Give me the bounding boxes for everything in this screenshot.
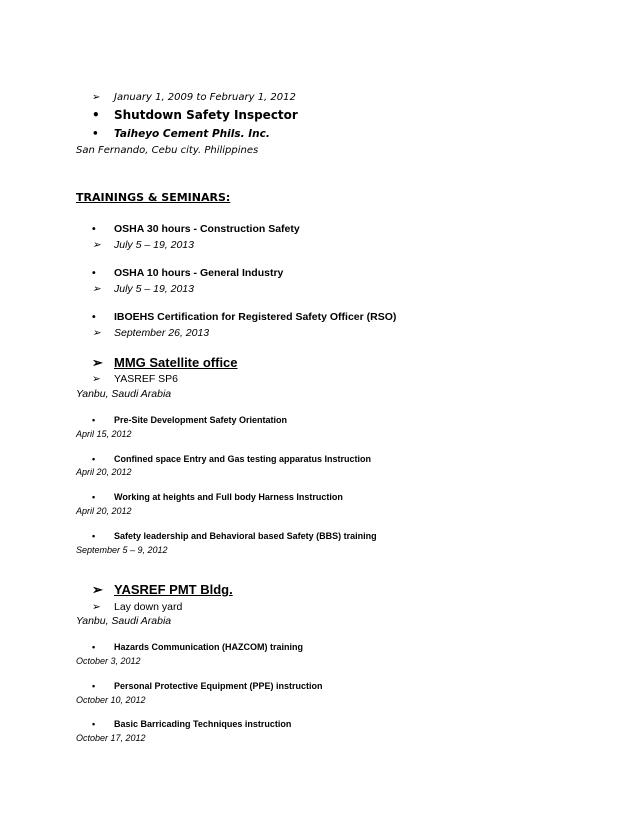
arrow-bullet-icon: ➢	[92, 582, 103, 597]
training-title: • IBOEHS Certification for Registered Safety Officer (RSO)	[92, 311, 397, 323]
bullet-icon: •	[92, 128, 99, 140]
company-name: • Taiheyo Cement Phils. Inc.	[92, 128, 270, 140]
arrow-bullet-icon: ➢	[92, 373, 101, 385]
arrow-bullet-icon: ➢	[92, 92, 101, 103]
bullet-icon: •	[92, 415, 96, 425]
training-date: ➢ July 5 – 19, 2013	[92, 283, 194, 295]
arrow-bullet-icon: ➢	[92, 601, 101, 613]
arrow-bullet-icon: ➢	[92, 239, 101, 251]
training-date: ➢ July 5 – 19, 2013	[92, 239, 194, 251]
arrow-bullet-icon: ➢	[92, 327, 101, 339]
pmt-item-date: October 3, 2012	[76, 656, 141, 666]
bullet-icon: •	[92, 681, 96, 691]
arrow-bullet-icon: ➢	[92, 283, 101, 295]
pmt-item-title: • Personal Protective Equipment (PPE) instruction	[92, 681, 323, 691]
training-title: • OSHA 10 hours - General Industry	[92, 267, 284, 279]
mmg-item-date: April 20, 2012	[76, 467, 132, 477]
mmg-item-title: • Safety leadership and Behavioral based Safety (BBS) training	[92, 531, 377, 541]
bullet-icon: •	[92, 642, 96, 652]
mmg-item-date: April 20, 2012	[76, 506, 132, 516]
pmt-sub: ➢ Lay down yard	[92, 601, 183, 613]
pmt-heading: ➢ YASREF PMT Bldg.	[92, 582, 233, 597]
bullet-icon: •	[92, 311, 96, 323]
mmg-item-title: • Working at heights and Full body Harness Instruction	[92, 492, 343, 502]
bullet-icon: •	[92, 454, 96, 464]
training-title: • OSHA 30 hours - Construction Safety	[92, 223, 300, 235]
pmt-item-title: • Hazards Communication (HAZCOM) training	[92, 642, 304, 652]
employment-dates: ➢ January 1, 2009 to February 1, 2012	[92, 92, 296, 103]
mmg-heading: ➢ MMG Satellite office	[92, 355, 238, 370]
bullet-icon: •	[92, 108, 100, 122]
mmg-location: Yanbu, Saudi Arabia	[76, 388, 172, 400]
arrow-bullet-icon: ➢	[92, 355, 103, 370]
bullet-icon: •	[92, 492, 96, 502]
bullet-icon: •	[92, 719, 96, 729]
pmt-location: Yanbu, Saudi Arabia	[76, 615, 172, 627]
mmg-item-title: • Confined space Entry and Gas testing apparatus Instruction	[92, 454, 372, 464]
mmg-item-date: April 15, 2012	[76, 429, 132, 439]
mmg-item-title: • Pre-Site Development Safety Orientation	[92, 415, 288, 425]
bullet-icon: •	[92, 267, 96, 279]
pmt-item-date: October 17, 2012	[76, 733, 146, 743]
pmt-item-date: October 10, 2012	[76, 695, 146, 705]
mmg-item-date: September 5 – 9, 2012	[76, 545, 168, 555]
section-heading: TRAININGS & SEMINARS:	[76, 191, 231, 204]
training-date: ➢ September 26, 2013	[92, 327, 210, 339]
bullet-icon: •	[92, 223, 96, 235]
mmg-sub: ➢ YASREF SP6	[92, 373, 178, 385]
bullet-icon: •	[92, 531, 96, 541]
company-location: San Fernando, Cebu city. Philippines	[76, 145, 259, 156]
position-title: • Shutdown Safety Inspector	[92, 108, 298, 122]
pmt-item-title: • Basic Barricading Techniques instruction	[92, 719, 292, 729]
